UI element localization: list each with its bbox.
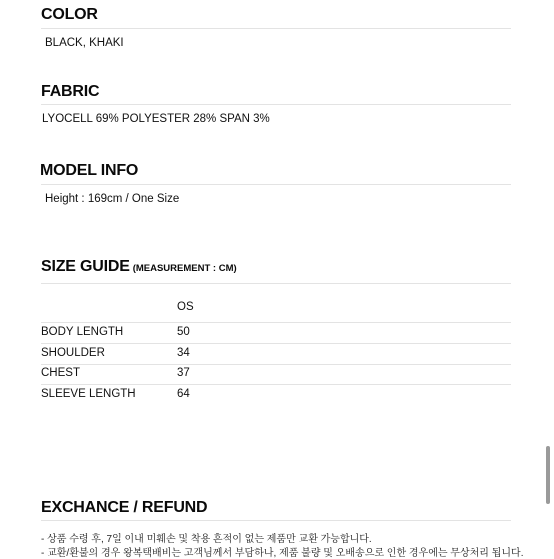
scrollbar-thumb[interactable] bbox=[546, 446, 550, 504]
size-row-label: SLEEVE LENGTH bbox=[41, 388, 136, 400]
model-info-heading: MODEL INFO bbox=[40, 162, 139, 179]
size-row-divider bbox=[41, 364, 511, 365]
size-guide-unit: (MEASUREMENT : CM) bbox=[132, 263, 237, 274]
size-row-divider bbox=[41, 343, 511, 344]
exchange-note: - 교환/환불의 경우 왕복택배비는 고객님께서 부담하나, 제품 불량 및 오배송으로 인한 경우에는 무상처리 됩니다. bbox=[41, 548, 524, 559]
size-column-header: OS bbox=[177, 301, 194, 313]
size-row-value: 50 bbox=[177, 326, 190, 338]
size-guide-divider bbox=[41, 283, 511, 284]
color-heading: COLOR bbox=[41, 6, 98, 23]
size-row-divider bbox=[41, 384, 511, 385]
size-row-value: 37 bbox=[177, 367, 190, 379]
size-row-value: 64 bbox=[177, 388, 190, 400]
color-value: BLACK, KHAKI bbox=[45, 37, 124, 49]
size-row-value: 34 bbox=[177, 347, 190, 359]
size-guide-heading bbox=[41, 258, 237, 276]
size-guide-title: SIZE GUIDE bbox=[41, 258, 130, 275]
exchange-divider bbox=[41, 520, 511, 521]
exchange-note: - 상품 수령 후, 7일 이내 미훼손 및 착용 흔적이 없는 제품만 교환 가능합니다. bbox=[41, 534, 372, 545]
fabric-heading: FABRIC bbox=[41, 83, 100, 100]
size-row-label: BODY LENGTH bbox=[41, 326, 124, 338]
exchange-heading: EXCHANCE / REFUND bbox=[41, 499, 208, 516]
model-info-value: Height : 169cm / One Size bbox=[45, 193, 180, 205]
size-row-label: SHOULDER bbox=[41, 347, 105, 359]
color-divider bbox=[41, 28, 511, 29]
model-info-divider bbox=[41, 184, 511, 185]
size-header-divider bbox=[41, 322, 511, 323]
fabric-value: LYOCELL 69% POLYESTER 28% SPAN 3% bbox=[42, 113, 270, 125]
fabric-divider bbox=[41, 104, 511, 105]
size-row-label: CHEST bbox=[41, 367, 80, 379]
